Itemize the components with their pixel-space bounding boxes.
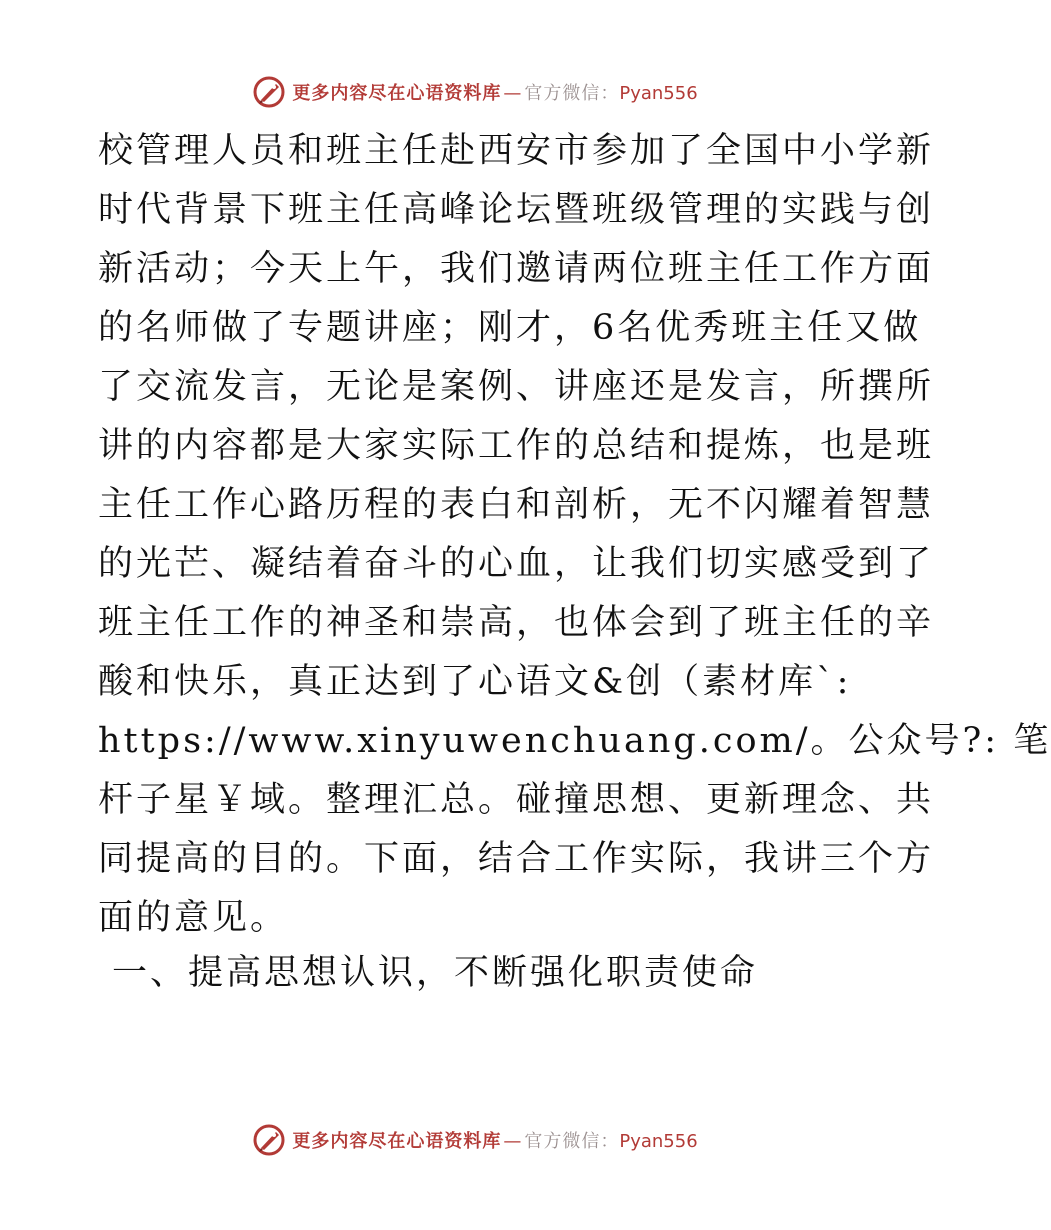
text-line: 的光芒、凝结着奋斗的心血，让我们切实感受到了 (98, 544, 935, 584)
banner-title: 更多内容尽在心语资料库 (292, 83, 502, 104)
banner-wechat-label: 官方微信： (524, 83, 620, 104)
text-line: 同提高的目的。下面，结合工作实际，我讲三个方 (98, 839, 935, 879)
banner-dash: — (503, 1131, 523, 1152)
banner-wechat-id: Pyan556 (619, 83, 698, 104)
quill-pen-logo-icon (252, 1123, 286, 1157)
banner-wechat-id: Pyan556 (619, 1131, 698, 1152)
text-line: 的名师做了专题讲座；刚才，6名优秀班主任又做 (98, 308, 922, 348)
text-line: 班主任工作的神圣和崇高，也体会到了班主任的辛 (98, 603, 935, 643)
text-line: 讲的内容都是大家实际工作的总结和提炼，也是班 (98, 426, 935, 466)
banner-wechat-label: 官方微信： (524, 1131, 620, 1152)
text-line: 校管理人员和班主任赴西安市参加了全国中小学新 (98, 131, 935, 171)
text-line: 酸和快乐，真正达到了心语文&创（素材库`: (98, 662, 852, 702)
text-line: 新活动；今天上午，我们邀请两位班主任工作方面 (98, 249, 935, 289)
text-line: https://www.xinyuwenchuang.com/。公众号?: 笔 (98, 721, 1051, 761)
banner-dash: — (503, 83, 523, 104)
text-line: 杆子星￥域。整理汇总。碰撞思想、更新理念、共 (98, 780, 935, 820)
quill-pen-logo-icon (252, 75, 286, 109)
text-line: 了交流发言，无论是案例、讲座还是发言，所撰所 (98, 367, 935, 407)
text-line: 面的意见。 (98, 898, 289, 938)
header-banner (0, 72, 950, 112)
section-heading: 一、提高思想认识，不断强化职责使命 (112, 953, 759, 993)
body-text (98, 122, 1051, 948)
banner-title: 更多内容尽在心语资料库 (292, 1131, 502, 1152)
text-line: 主任工作心路历程的表白和剖析，无不闪耀着智慧 (98, 485, 935, 525)
text-line: 时代背景下班主任高峰论坛暨班级管理的实践与创 (98, 190, 935, 230)
footer-banner (0, 1120, 950, 1160)
